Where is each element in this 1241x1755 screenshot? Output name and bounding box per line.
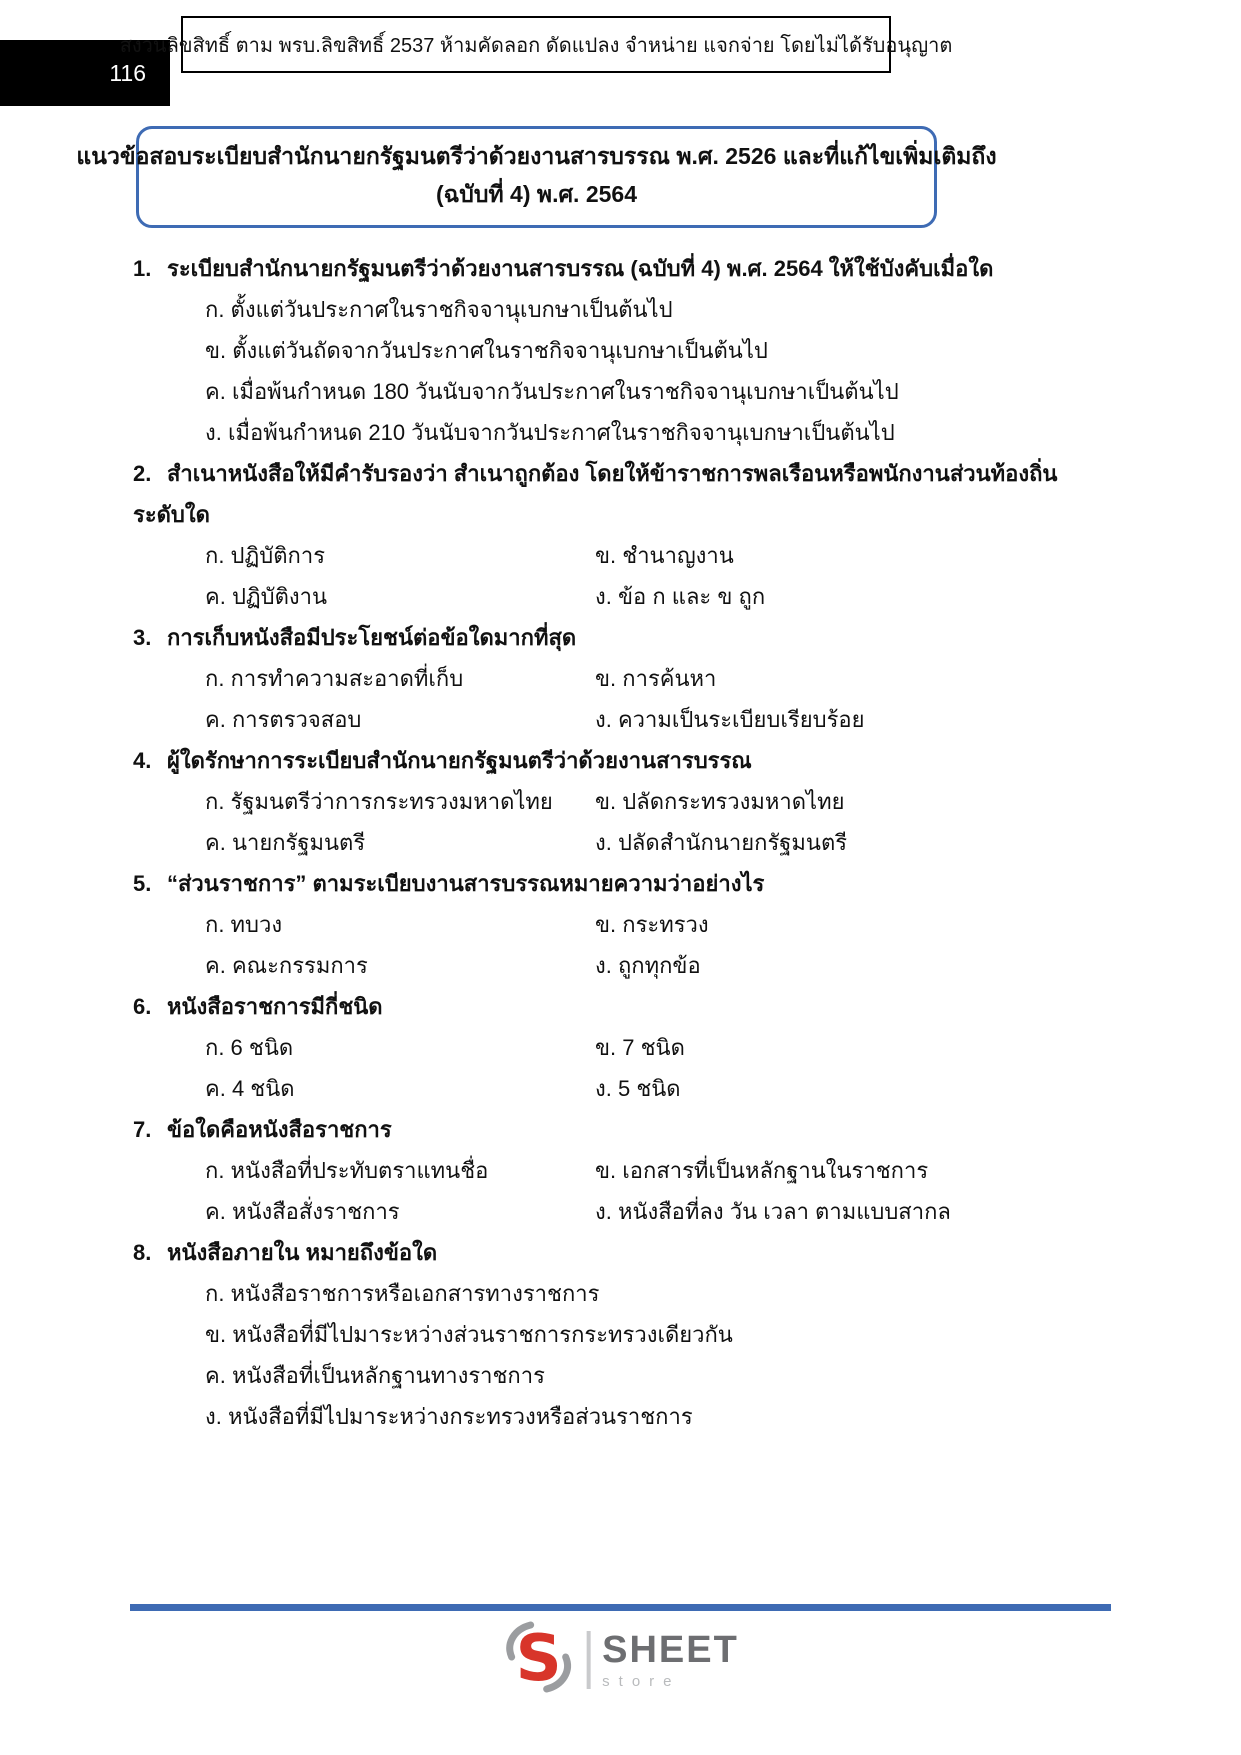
question-6-options-row1	[205, 1027, 1118, 1068]
question-2-option-a: ก. ปฏิบัติการ	[205, 543, 326, 568]
question-4-text-line	[133, 740, 1118, 781]
question-1-option-b: ข. ตั้งแต่วันถัดจากวันประกาศในราชกิจจานุเบกษาเป็นต้นไป	[205, 338, 768, 363]
question-1-option-c: ค. เมื่อพ้นกำหนด 180 วันนับจากวันประกาศในราชกิจจานุเบกษาเป็นต้นไป	[205, 379, 899, 404]
question-2-option-c: ค. ปฏิบัติงาน	[205, 584, 328, 609]
logo-divider	[586, 1631, 590, 1689]
question-8-option-b: ข. หนังสือที่มีไปมาระหว่างส่วนราชการกระทรวงเดียวกัน	[205, 1322, 733, 1347]
question-1-number: 1.	[133, 255, 152, 281]
question-2-text: สำเนาหนังสือให้มีคำรับรองว่า สำเนาถูกต้อง โดยให้ข้าราชการพลเรือนหรือพนักงานส่วนท้องถิ่น	[167, 461, 1058, 486]
question-8-option-a: ก. หนังสือราชการหรือเอกสารทางราชการ	[205, 1281, 600, 1306]
question-3-number: 3.	[133, 624, 152, 650]
question-5-option-b: ข. กระทรวง	[595, 912, 709, 937]
page-content	[76, 126, 1118, 1437]
copyright-notice-box	[119, 16, 953, 73]
question-5-option-a: ก. ทบวง	[205, 912, 283, 937]
question-1	[133, 248, 1118, 453]
question-4-option-d: ง. ปลัดสำนักนายกรัฐมนตรี	[595, 830, 848, 855]
question-3-option-c: ค. การตรวจสอบ	[205, 707, 362, 732]
question-2-text-continued: ระดับใด	[133, 502, 210, 527]
question-7-option-c: ค. หนังสือสั่งราชการ	[205, 1199, 400, 1224]
question-6-options-row2	[205, 1068, 1118, 1109]
question-6-option-b: ข. 7 ชนิด	[595, 1035, 685, 1060]
question-3-option-b: ข. การค้นหา	[595, 666, 717, 691]
question-7-text: ข้อใดคือหนังสือราชการ	[167, 1117, 392, 1142]
question-4-option-c: ค. นายกรัฐมนตรี	[205, 830, 366, 855]
question-5-option-d: ง. ถูกทุกข้อ	[595, 953, 701, 978]
question-4-text: ผู้ใดรักษาการระเบียบสำนักนายกรัฐมนตรีว่าด้วยงานสารบรรณ	[167, 748, 752, 773]
question-6-text-line	[133, 986, 1118, 1027]
exam-title-line2: (ฉบับที่ 4) พ.ศ. 2564	[435, 181, 637, 207]
question-5-text: “ส่วนราชการ” ตามระเบียบงานสารบรรณหมายความว่าอย่างไร	[167, 871, 765, 896]
question-7-option-d: ง. หนังสือที่ลง วัน เวลา ตามแบบสากล	[595, 1199, 951, 1224]
question-6-text: หนังสือราชการมีกี่ชนิด	[167, 994, 383, 1019]
question-2	[133, 453, 1118, 617]
question-8-text-line	[133, 1232, 1118, 1273]
question-3-options-row1	[205, 658, 1118, 699]
question-7-number: 7.	[133, 1116, 152, 1142]
question-6-option-d: ง. 5 ชนิด	[595, 1076, 681, 1101]
question-3-option-d: ง. ความเป็นระเบียบเรียบร้อย	[595, 707, 865, 732]
footer-divider-bar	[130, 1604, 1111, 1611]
question-4-option-b: ข. ปลัดกระทรวงมหาดไทย	[595, 789, 845, 814]
question-3-text: การเก็บหนังสือมีประโยชน์ต่อข้อใดมากที่สุด	[167, 625, 577, 650]
question-1-text: ระเบียบสำนักนายกรัฐมนตรีว่าด้วยงานสารบรรณ (ฉบับที่ 4) พ.ศ. 2564 ให้ใช้บังคับเมื่อใด	[167, 256, 994, 281]
svg-text:S: S	[515, 1622, 562, 1696]
question-3-option-a: ก. การทำความสะอาดที่เก็บ	[205, 666, 464, 691]
question-6-option-a: ก. 6 ชนิด	[205, 1035, 294, 1060]
question-5-option-c: ค. คณะกรรมการ	[205, 953, 368, 978]
question-4-options-row2	[205, 822, 1118, 863]
question-8-number: 8.	[133, 1239, 152, 1265]
question-4-option-a: ก. รัฐมนตรีว่าการกระทรวงมหาดไทย	[205, 789, 553, 814]
question-2-option-d: ง. ข้อ ก และ ข ถูก	[595, 584, 766, 609]
question-7-options-row1	[205, 1150, 1118, 1191]
question-7-options-row2	[205, 1191, 1118, 1232]
question-6-number: 6.	[133, 993, 152, 1019]
question-5-number: 5.	[133, 870, 152, 896]
question-3-options-row2	[205, 699, 1118, 740]
question-2-option-b: ข. ชำนาญงาน	[595, 543, 734, 568]
question-2-number: 2.	[133, 460, 152, 486]
question-5-options-row2	[205, 945, 1118, 986]
brand-name: SHEET	[602, 1628, 739, 1671]
question-3	[133, 617, 1118, 740]
sheet-store-logo	[502, 1618, 739, 1701]
question-6-option-c: ค. 4 ชนิด	[205, 1076, 295, 1101]
question-1-text-line	[133, 248, 1118, 289]
question-1-option-d: ง. เมื่อพ้นกำหนด 210 วันนับจากวันประกาศในราชกิจจานุเบกษาเป็นต้นไป	[205, 420, 895, 445]
question-3-text-line	[133, 617, 1118, 658]
question-8-option-d: ง. หนังสือที่มีไปมาระหว่างกระทรวงหรือส่วนราชการ	[205, 1404, 693, 1429]
question-7-option-b: ข. เอกสารที่เป็นหลักฐานในราชการ	[595, 1158, 929, 1183]
question-8	[133, 1232, 1118, 1437]
question-1-option-a: ก. ตั้งแต่วันประกาศในราชกิจจานุเบกษาเป็นต้นไป	[205, 297, 673, 322]
question-2-options-row2	[205, 576, 1118, 617]
question-7-text-line	[133, 1109, 1118, 1150]
question-4-options-row1	[205, 781, 1118, 822]
question-list	[133, 248, 1118, 1437]
question-4-number: 4.	[133, 747, 152, 773]
exam-title-box	[76, 126, 997, 228]
question-2-text-line	[133, 453, 1118, 494]
question-8-text: หนังสือภายใน หมายถึงข้อใด	[167, 1240, 438, 1265]
question-5-options-row1	[205, 904, 1118, 945]
question-7	[133, 1109, 1118, 1232]
question-4	[133, 740, 1118, 863]
page-number: 116	[109, 59, 146, 86]
sheet-store-s-icon	[502, 1618, 574, 1701]
question-8-option-c: ค. หนังสือที่เป็นหลักฐานทางราชการ	[205, 1363, 545, 1388]
exam-title-line1: แนวข้อสอบระเบียบสำนักนายกรัฐมนตรีว่าด้วยงานสารบรรณ พ.ศ. 2526 และที่แก้ไขเพิ่มเติมถึง	[76, 143, 997, 169]
question-7-option-a: ก. หนังสือที่ประทับตราแทนชื่อ	[205, 1158, 489, 1183]
copyright-text: สงวนลิขสิทธิ์ ตาม พรบ.ลิขสิทธิ์ 2537 ห้ามคัดลอก ดัดแปลง จำหน่าย แจกจ่าย โดยไม่ได้รับอนุญาต	[119, 34, 953, 57]
brand-subtitle: store	[602, 1672, 681, 1690]
question-5	[133, 863, 1118, 986]
question-6	[133, 986, 1118, 1109]
question-5-text-line	[133, 863, 1118, 904]
question-2-options-row1	[205, 535, 1118, 576]
